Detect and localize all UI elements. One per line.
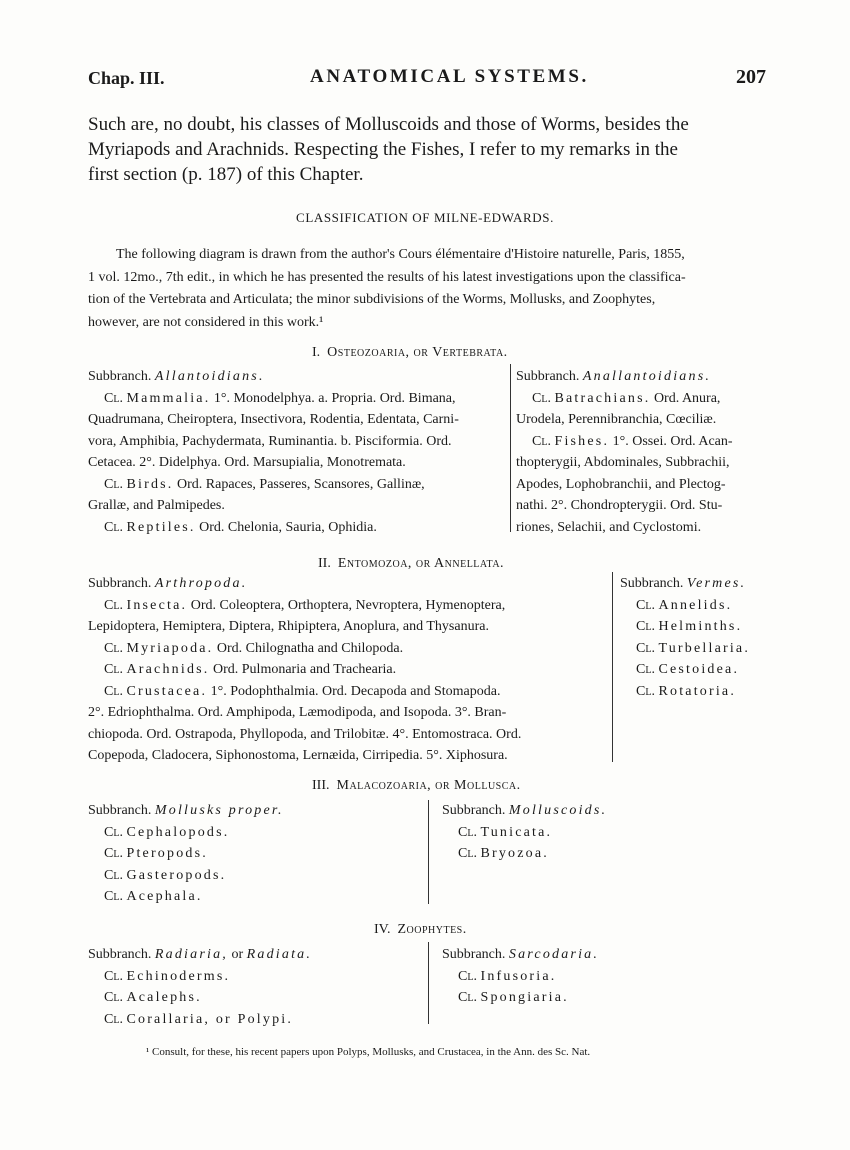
class-name: Annelids.: [658, 597, 733, 613]
subbranch-label: Subbranch.: [88, 803, 152, 818]
class-abbrev: Cl.: [636, 619, 655, 634]
subbranch-molluscoids: [442, 800, 742, 865]
class-orders: Ord. Coleoptera, Orthoptera, Nevroptera, Hymenoptera,: [187, 597, 506, 613]
class-name: Crustacea.: [126, 683, 208, 699]
section-title: Entomozoa, or Annellata.: [337, 556, 505, 571]
subbranch-conjunction: or: [231, 947, 244, 962]
class-abbrev: Cl.: [104, 476, 123, 492]
class-name: Cephalopods.: [126, 824, 230, 840]
introductory-note: [88, 244, 764, 334]
subbranch-label: Subbranch.: [442, 947, 506, 962]
class-abbrev: Cl.: [104, 1011, 123, 1027]
class-name: Turbellaria.: [658, 640, 751, 656]
intro-line: Such are, no doubt, his classes of Molluscoids and those of Worms, besides the: [88, 114, 689, 135]
column-divider: [510, 364, 511, 532]
class-abbrev: Cl.: [104, 990, 123, 1005]
subbranch-name: Allantoidians.: [154, 369, 265, 384]
class-abbrev: Cl.: [104, 662, 123, 677]
class-name: Mammalia.: [126, 390, 211, 406]
classification-line: Cetacea. 2°. Didelphya. Ord. Marsupialia, Monotremata.: [88, 455, 406, 470]
subbranch-name: Radiaria,: [154, 947, 228, 962]
class-abbrev: Cl.: [104, 824, 123, 840]
column-divider: [612, 572, 613, 762]
class-name: Reptiles.: [126, 519, 196, 535]
section-numeral: IV.: [374, 922, 391, 937]
class-abbrev: Cl.: [458, 968, 477, 984]
intro-line: first section (p. 187) of this Chapter.: [88, 164, 364, 185]
class-orders: 1°. Ossei. Ord. Acan-: [609, 433, 733, 449]
class-name: Arachnids.: [126, 662, 210, 677]
classification-line: chiopoda. Ord. Ostrapoda, Phyllopoda, and Trilobitæ. 4°. Entomostraca. Ord.: [88, 726, 522, 742]
page-number: 207: [736, 66, 766, 88]
class-orders: Ord. Anura,: [650, 390, 721, 406]
subbranch-name: Molluscoids.: [508, 803, 608, 818]
class-orders: Ord. Rapaces, Passeres, Scansores, Gallinæ,: [173, 476, 425, 492]
note-line: The following diagram is drawn from the author's Cours élémentaire d'Histoire naturelle, Paris, 1855,: [116, 247, 685, 262]
classification-line: Urodela, Perennibranchia, Cœciliæ.: [516, 412, 717, 427]
note-line: tion of the Vertebrata and Articulata; the minor subdivisions of the Worms, Mollusks, and Zoophytes,: [88, 292, 656, 307]
subbranch-name: Anallantoidians.: [582, 369, 712, 384]
section-heading-mollusca: [312, 778, 521, 794]
subbranch-name: Mollusks proper.: [154, 803, 284, 818]
class-abbrev: Cl.: [104, 390, 123, 406]
section-numeral: II.: [318, 556, 331, 571]
classification-line: nathi. 2°. Chondropterygii. Ord. Stu-: [516, 498, 723, 513]
section-heading-annellata: [318, 556, 504, 572]
class-name: Fishes.: [554, 433, 610, 449]
class-name: Myriapoda.: [126, 640, 214, 656]
subbranch-name: Sarcodaria.: [508, 947, 600, 962]
class-name: Corallaria, or Polypi.: [126, 1011, 294, 1027]
section-heading-zoophytes: [374, 922, 467, 938]
class-abbrev: Cl.: [458, 990, 477, 1005]
class-orders: Ord. Chilognatha and Chilopoda.: [213, 640, 404, 656]
class-abbrev: Cl.: [636, 683, 655, 699]
class-name: Batrachians.: [554, 390, 651, 406]
class-abbrev: Cl.: [104, 846, 123, 861]
class-name: Echinoderms.: [126, 968, 231, 984]
class-name: Gasteropods.: [126, 867, 227, 883]
subbranch-radiaria: [88, 944, 418, 1030]
class-abbrev: Cl.: [104, 597, 123, 613]
section-title: Osteozoaria, or Vertebrata.: [327, 345, 508, 360]
column-divider: [428, 942, 429, 1024]
section-title: Malacozoaria, or Mollusca.: [336, 778, 521, 793]
class-name: Helminths.: [658, 619, 743, 634]
column-divider: [428, 800, 429, 904]
subbranch-label: Subbranch.: [442, 803, 506, 818]
class-abbrev: Cl.: [636, 640, 655, 656]
section-numeral: III.: [312, 778, 330, 793]
class-abbrev: Cl.: [636, 662, 655, 677]
subbranch-label: Subbranch.: [620, 576, 684, 591]
class-name: Rotatoria.: [658, 683, 737, 699]
class-orders: Ord. Chelonia, Sauria, Ophidia.: [195, 519, 377, 535]
running-head-title: ANATOMICAL SYSTEMS.: [310, 66, 589, 87]
subbranch-anallantoidians: [516, 366, 766, 538]
intro-line: Myriapods and Arachnids. Respecting the Fishes, I refer to my remarks in the: [88, 139, 678, 160]
class-orders: 1°. Monodelphya. a. Propria. Ord. Bimana,: [210, 390, 456, 406]
classification-line: Apodes, Lophobranchii, and Plectog-: [516, 476, 726, 492]
subbranch-name: Arthropoda.: [154, 576, 248, 591]
subbranch-allantoidians: [88, 366, 500, 538]
class-abbrev: Cl.: [458, 824, 477, 840]
class-abbrev: Cl.: [104, 968, 123, 984]
subbranch-mollusks-proper: [88, 800, 408, 908]
subbranch-label: Subbranch.: [88, 576, 152, 591]
subbranch-name-alternate: Radiata.: [246, 947, 313, 962]
note-line: 1 vol. 12mo., 7th edit., in which he has presented the results of his latest investigations upon the classifica-: [88, 269, 686, 285]
subbranch-label: Subbranch.: [88, 947, 152, 962]
class-name: Infusoria.: [480, 968, 557, 984]
classification-line: Lepidoptera, Hemiptera, Diptera, Rhipiptera, Anoplura, and Thysanura.: [88, 619, 489, 634]
intro-paragraph: [88, 112, 764, 187]
classification-heading: CLASSIFICATION OF MILNE-EDWARDS.: [296, 210, 554, 225]
subbranch-vermes: [620, 573, 780, 702]
class-abbrev: Cl.: [636, 597, 655, 613]
subbranch-name: Vermes.: [686, 576, 747, 591]
subbranch-arthropoda: [88, 573, 608, 767]
class-name: Cestoidea.: [658, 662, 740, 677]
classification-line: thopterygii, Abdominales, Subbrachii,: [516, 455, 730, 470]
class-abbrev: Cl.: [104, 867, 123, 883]
class-name: Pteropods.: [126, 846, 208, 861]
classification-line: Copepoda, Cladocera, Siphonostoma, Lernæida, Cirripedia. 5°. Xiphosura.: [88, 748, 508, 763]
running-head-chapter: Chap. III.: [88, 68, 165, 88]
class-orders: Ord. Pulmonaria and Trachearia.: [209, 662, 397, 677]
section-heading-vertebrata: [312, 345, 508, 361]
subbranch-label: Subbranch.: [88, 369, 152, 384]
footnote: ¹ Consult, for these, his recent papers upon Polyps, Mollusks, and Crustacea, in the Ann. des Sc. Nat.: [146, 1046, 591, 1058]
class-name: Acephala.: [126, 889, 203, 904]
class-name: Birds.: [126, 476, 174, 492]
class-abbrev: Cl.: [458, 846, 477, 861]
class-abbrev: Cl.: [104, 640, 123, 656]
section-numeral: I.: [312, 345, 321, 360]
subbranch-sarcodaria: [442, 944, 742, 1009]
class-abbrev: Cl.: [104, 683, 123, 699]
classification-line: 2°. Edriophthalma. Ord. Amphipoda, Læmodipoda, and Isopoda. 3°. Bran-: [88, 705, 507, 720]
classification-line: Grallæ, and Palmipedes.: [88, 498, 225, 513]
class-name: Bryozoa.: [480, 846, 549, 861]
class-abbrev: Cl.: [532, 390, 551, 406]
note-line: however, are not considered in this work.¹: [88, 314, 324, 330]
class-orders: 1°. Podophthalmia. Ord. Decapoda and Stomapoda.: [207, 683, 501, 699]
class-name: Spongiaria.: [480, 990, 569, 1005]
class-name: Acalephs.: [126, 990, 202, 1005]
classification-line: Quadrumana, Cheiroptera, Insectivora, Rodentia, Edentata, Carni-: [88, 412, 459, 427]
class-abbrev: Cl.: [532, 433, 551, 449]
class-name: Insecta.: [126, 597, 188, 613]
classification-line: riones, Selachii, and Cyclostomi.: [516, 519, 702, 535]
subbranch-label: Subbranch.: [516, 369, 580, 384]
class-abbrev: Cl.: [104, 889, 123, 904]
section-title: Zoophytes.: [397, 922, 467, 937]
class-name: Tunicata.: [480, 824, 553, 840]
classification-line: vora, Amphibia, Pachydermata, Ruminantia. b. Pisciformia. Ord.: [88, 433, 452, 449]
class-abbrev: Cl.: [104, 519, 123, 535]
